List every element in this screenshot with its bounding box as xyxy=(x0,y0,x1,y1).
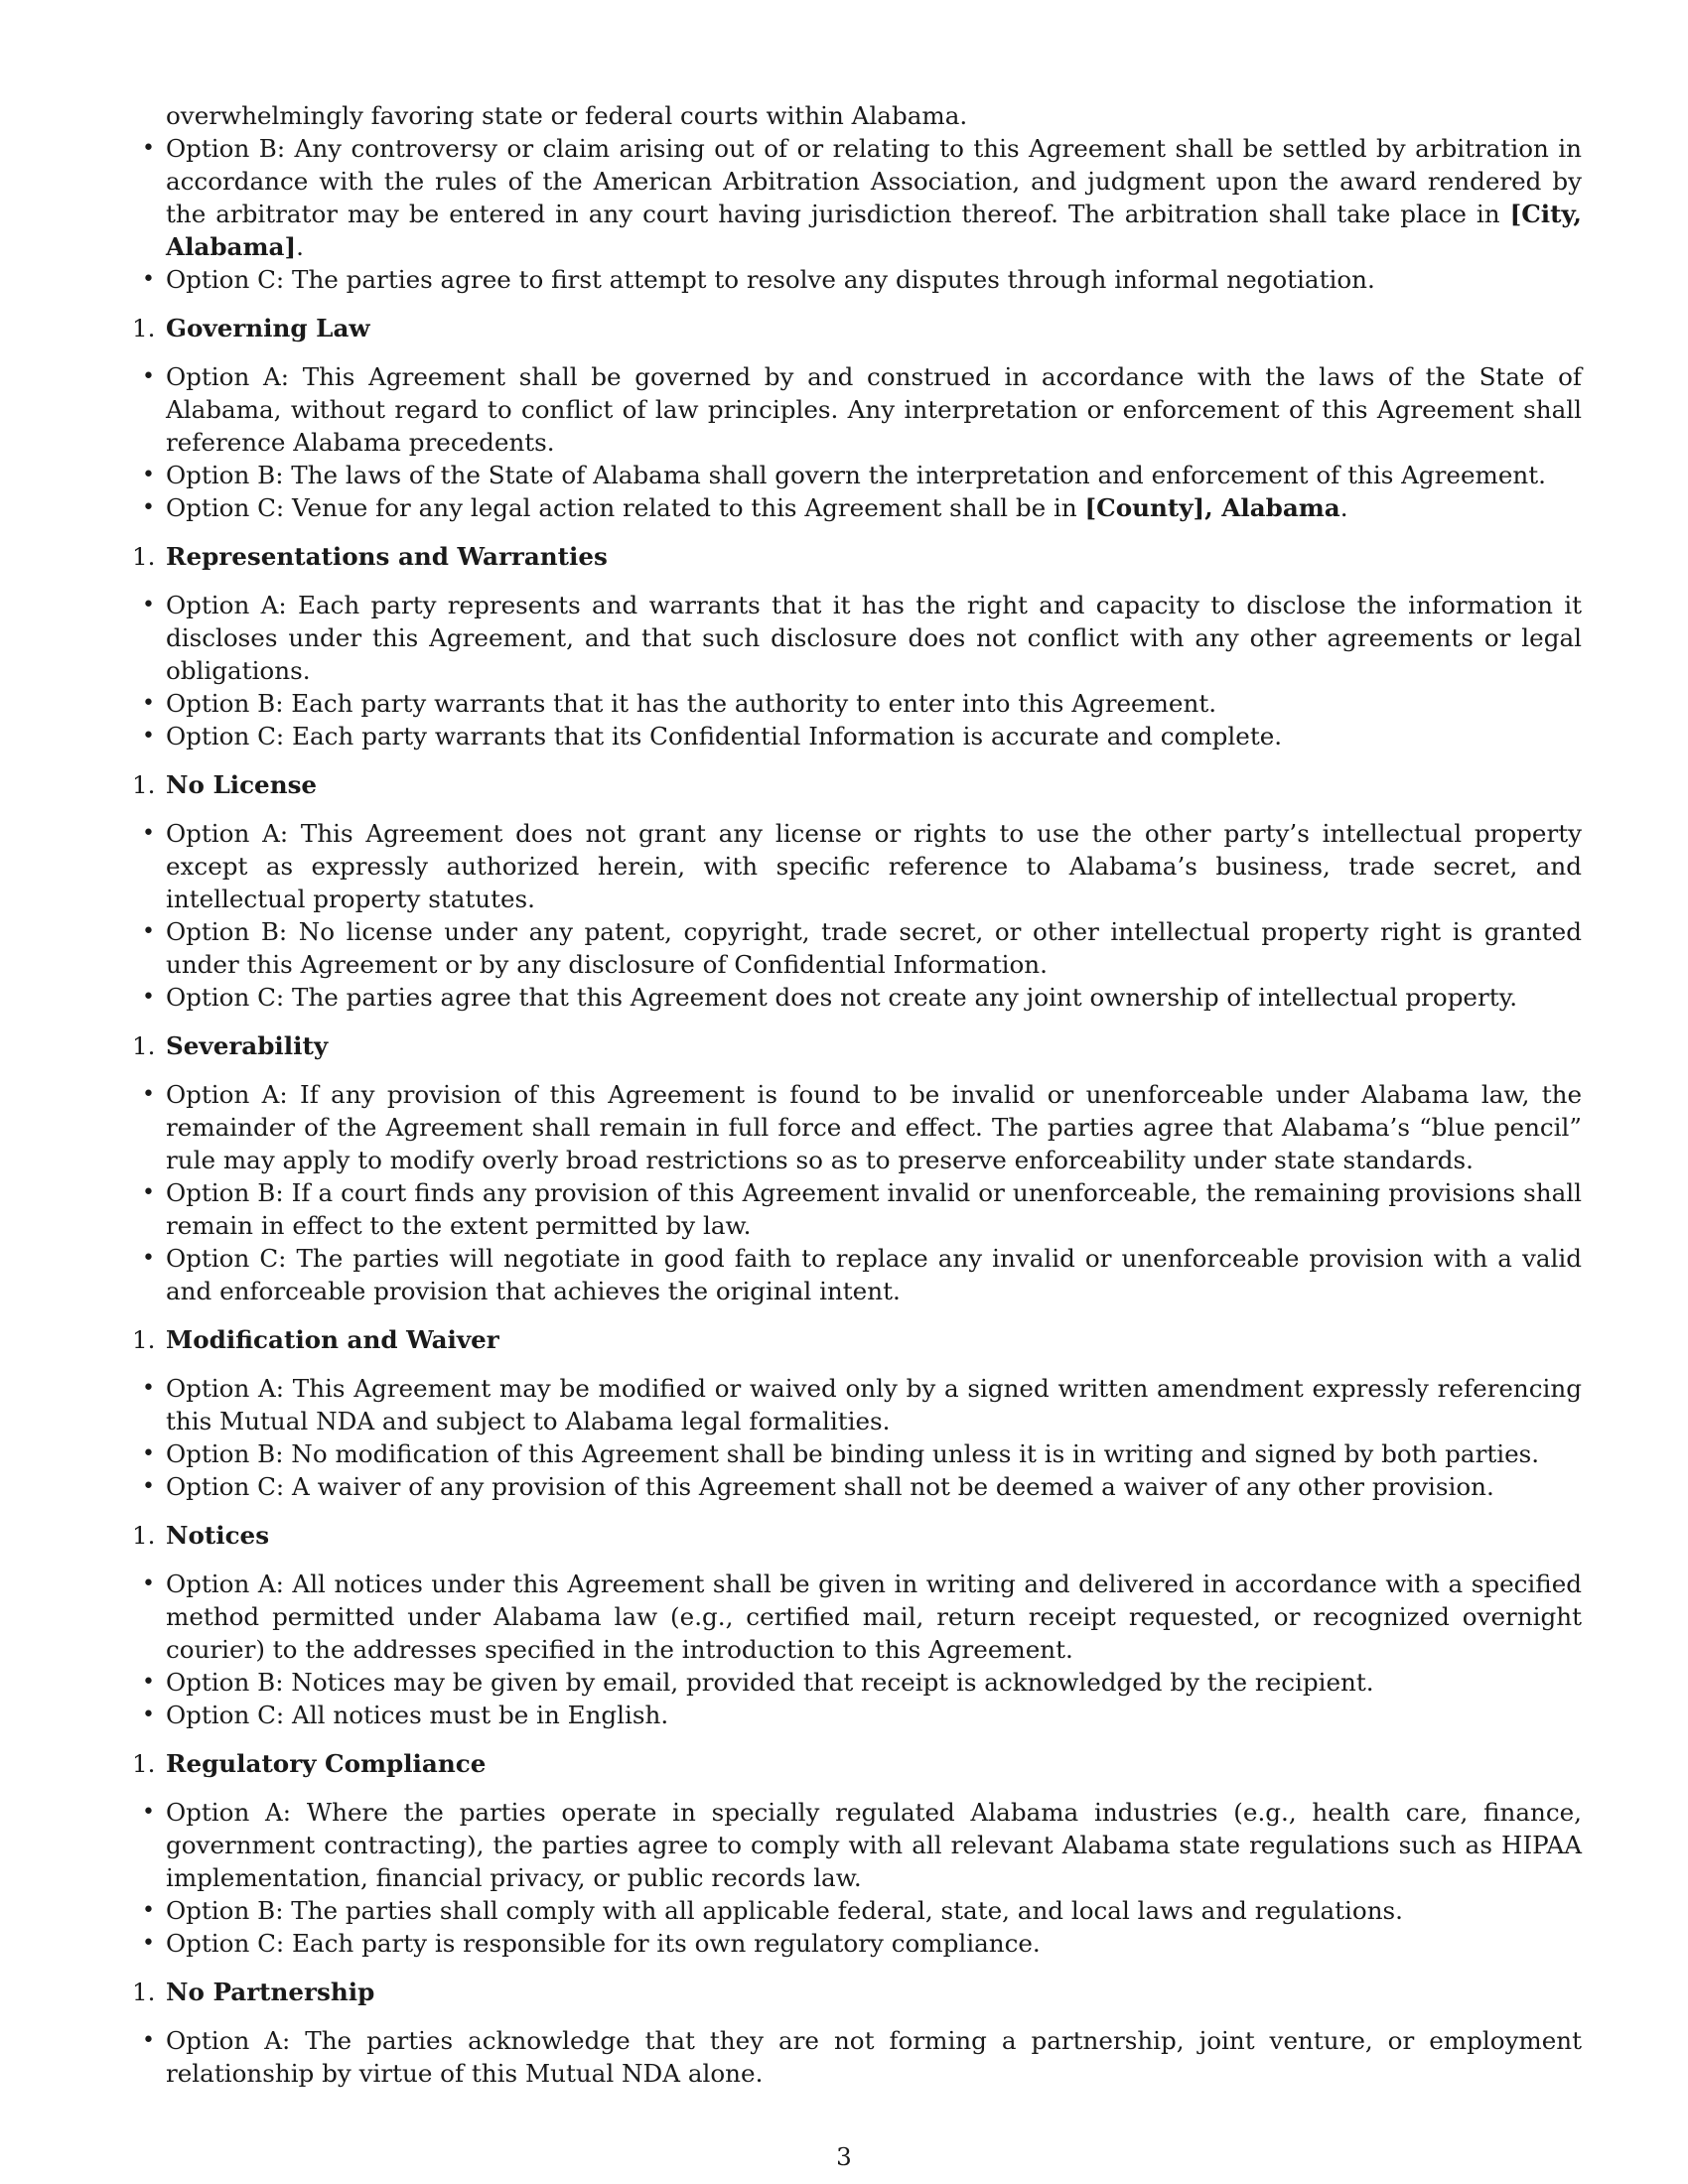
option-text: Option B: Notices may be given by email, provided that receipt is acknowledged by the recipient. xyxy=(166,1668,1374,1697)
option-item xyxy=(132,491,1582,524)
option-item xyxy=(132,459,1582,491)
option-text: Option A: This Agreement may be modified or waived only by a signed written amendment expressly referencing this Mutual NDA and subject to Alabama legal formalities. xyxy=(166,1374,1582,1435)
option-text-tail: . xyxy=(1339,493,1348,522)
section-number: 1. xyxy=(132,1521,156,1550)
option-item xyxy=(132,687,1582,720)
option-item xyxy=(132,1699,1582,1731)
option-text: Option B: Each party warrants that it has the authority to enter into this Agreement. xyxy=(166,689,1217,718)
section-title: No License xyxy=(166,770,318,799)
section-title: Severability xyxy=(166,1031,329,1060)
section-title: Governing Law xyxy=(166,314,370,342)
option-text: Option C: The parties agree to first attempt to resolve any disputes through informal negotiation. xyxy=(166,265,1375,294)
section-title: No Partnership xyxy=(166,1978,375,2006)
option-text: Option C: All notices must be in English. xyxy=(166,1701,669,1729)
option-text: Option C: Each party warrants that its Confidential Information is accurate and complete. xyxy=(166,722,1283,751)
option-item xyxy=(132,1894,1582,1927)
section-options xyxy=(132,1078,1582,1307)
section-heading-regulatory-compliance xyxy=(132,1747,1582,1780)
continuation-options xyxy=(132,132,1582,296)
option-item xyxy=(132,1568,1582,1666)
section-heading-no-partnership xyxy=(132,1976,1582,2008)
document-body xyxy=(132,99,1582,2090)
option-text: Option C: The parties agree that this Agreement does not create any joint ownership of intellectual property. xyxy=(166,983,1518,1012)
section-heading-modification-waiver xyxy=(132,1323,1582,1356)
option-text: Option A: This Agreement shall be governed by and construed in accordance with the laws of the State of Alabama, without regard to conflict of law principles. Any interpretation or enforcement of this Agreement shall reference Alabama precedents. xyxy=(166,362,1582,457)
option-item xyxy=(132,1176,1582,1242)
section-number: 1. xyxy=(132,314,156,342)
option-item xyxy=(132,981,1582,1014)
placeholder-bold: [County], Alabama xyxy=(1084,493,1340,522)
section-options xyxy=(132,1568,1582,1731)
option-text: Option C: Venue for any legal action related to this Agreement shall be in xyxy=(166,493,1085,522)
option-item xyxy=(132,720,1582,752)
page-number: 3 xyxy=(836,2142,852,2171)
section-number: 1. xyxy=(132,770,156,799)
option-text: Option B: No modification of this Agreement shall be binding unless it is in writing and signed by both parties. xyxy=(166,1439,1540,1468)
section-number: 1. xyxy=(132,1031,156,1060)
continuation-line: overwhelmingly favoring state or federal courts within Alabama. xyxy=(166,101,968,130)
section-title: Representations and Warranties xyxy=(166,542,608,571)
option-text: Option A: The parties acknowledge that they are not forming a partnership, joint venture, or employment relationship by virtue of this Mutual NDA alone. xyxy=(166,2026,1582,2088)
option-item xyxy=(132,1078,1582,1176)
section-title: Modification and Waiver xyxy=(166,1325,499,1354)
option-text: Option A: All notices under this Agreement shall be given in writing and delivered in accordance with a specified method permitted under Alabama law (e.g., certified mail, return receipt requested, or recognized overnight courier) to the addresses specified in the introduction to this Agreement. xyxy=(166,1570,1582,1664)
section-title: Notices xyxy=(166,1521,270,1550)
option-text: Option A: Where the parties operate in specially regulated Alabama industries (e.g., health care, finance, government contracting), the parties agree to comply with all relevant Alabama state regulations such as HIPAA implementation, financial privacy, or public records law. xyxy=(166,1798,1582,1892)
option-item xyxy=(132,2024,1582,2090)
section-heading-notices xyxy=(132,1519,1582,1552)
section-title: Regulatory Compliance xyxy=(166,1749,487,1778)
option-item xyxy=(132,1437,1582,1470)
option-text: Option A: If any provision of this Agreement is found to be invalid or unenforceable under Alabama law, the remainder of the Agreement shall remain in full force and effect. The parties agree that Alabama’s “blue pencil” rule may apply to modify overly broad restrictions so as to preserve enforceability under state standards. xyxy=(166,1080,1582,1174)
section-options xyxy=(132,360,1582,524)
option-item xyxy=(132,132,1582,263)
option-text: Option A: Each party represents and warrants that it has the right and capacity to disclose the information it discloses under this Agreement, and that such disclosure does not conflict with any other agreements or legal obligations. xyxy=(166,591,1582,685)
option-text: Option B: If a court finds any provision of this Agreement invalid or unenforceable, the remaining provisions shall remain in effect to the extent permitted by law. xyxy=(166,1178,1582,1240)
placeholder-bold: [City, Alabama] xyxy=(166,200,1582,261)
section-options xyxy=(132,1796,1582,1960)
section-options xyxy=(132,2024,1582,2090)
option-text-tail: . xyxy=(296,232,304,261)
option-text: Option B: The parties shall comply with all applicable federal, state, and local laws and regulations. xyxy=(166,1896,1403,1925)
option-item xyxy=(132,263,1582,296)
option-item xyxy=(132,1666,1582,1699)
section-number: 1. xyxy=(132,1325,156,1354)
option-item xyxy=(132,1470,1582,1503)
option-item xyxy=(132,360,1582,459)
option-text: Option B: The laws of the State of Alabama shall govern the interpretation and enforcement of this Agreement. xyxy=(166,461,1546,489)
option-text: Option C: Each party is responsible for its own regulatory compliance. xyxy=(166,1929,1041,1958)
section-options xyxy=(132,589,1582,752)
option-text: Option C: A waiver of any provision of this Agreement shall not be deemed a waiver of any other provision. xyxy=(166,1472,1494,1501)
option-item xyxy=(132,589,1582,687)
section-heading-no-license xyxy=(132,768,1582,801)
section-options xyxy=(132,817,1582,1014)
section-heading-governing-law xyxy=(132,312,1582,344)
section-number: 1. xyxy=(132,1978,156,2006)
section-heading-severability xyxy=(132,1029,1582,1062)
option-item xyxy=(132,1796,1582,1894)
option-item xyxy=(132,1927,1582,1960)
option-item xyxy=(132,817,1582,915)
option-text: Option B: No license under any patent, copyright, trade secret, or other intellectual property right is granted under this Agreement or by any disclosure of Confidential Information. xyxy=(166,917,1582,979)
option-item xyxy=(132,1242,1582,1307)
section-number: 1. xyxy=(132,1749,156,1778)
option-text: Option C: The parties will negotiate in good faith to replace any invalid or unenforceable provision with a valid and enforceable provision that achieves the original intent. xyxy=(166,1244,1582,1305)
section-options xyxy=(132,1372,1582,1503)
option-item xyxy=(132,915,1582,981)
option-item xyxy=(132,1372,1582,1437)
section-heading-representations xyxy=(132,540,1582,573)
option-text: Option A: This Agreement does not grant any license or rights to use the other party’s intellectual property except as expressly authorized herein, with specific reference to Alabama’s business, trade secret, and intellectual property statutes. xyxy=(166,819,1582,913)
option-text: Option B: Any controversy or claim arising out of or relating to this Agreement shall be settled by arbitration in accordance with the rules of the American Arbitration Association, and judgment upon the award rendered by the arbitrator may be entered in any court having jurisdiction thereof. The arbitration shall take place in xyxy=(166,134,1582,228)
section-number: 1. xyxy=(132,542,156,571)
